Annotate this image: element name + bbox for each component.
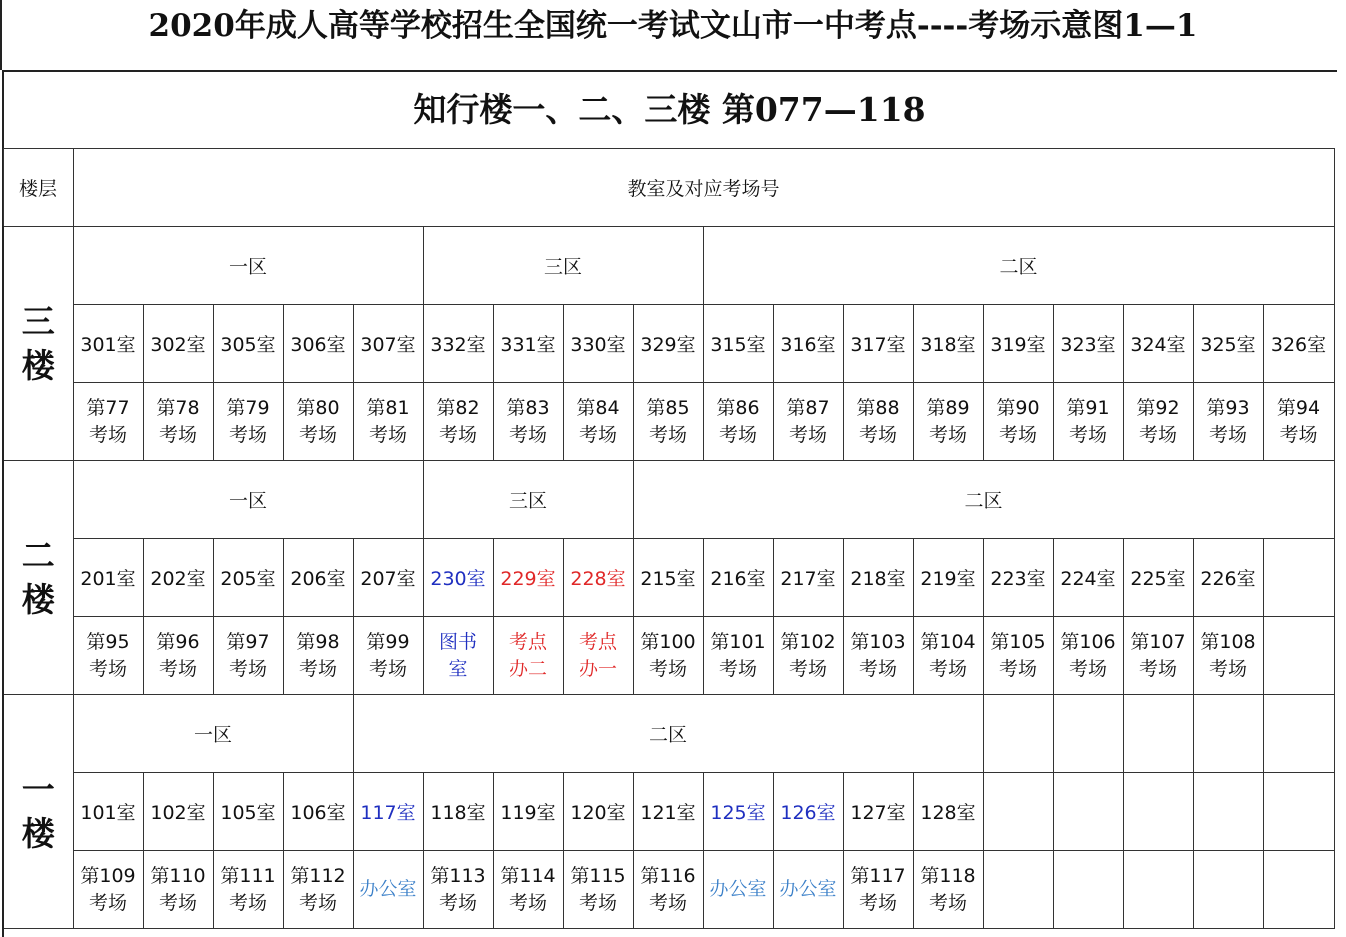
floor-1-zone-2: 二区: [353, 695, 983, 773]
exam-line-2: 室: [448, 657, 468, 680]
floor-2-label: [3, 461, 73, 695]
room-cell: 301室: [73, 305, 143, 383]
floor-2-char-1: 二: [21, 535, 55, 575]
exam-line-2: 考场: [858, 891, 897, 914]
empty-cell: [1263, 851, 1334, 929]
exam-line-1: 第106: [1060, 630, 1116, 653]
exam-cell: [703, 383, 773, 461]
exam-cell: [1193, 617, 1263, 695]
exam-line-2: 考场: [998, 423, 1037, 446]
empty-cell: [1053, 851, 1123, 929]
exam-line-1: 第87: [786, 396, 830, 419]
exam-line-2: 考场: [88, 657, 127, 680]
exam-cell: [843, 383, 913, 461]
exam-cell: [913, 617, 983, 695]
room-cell: 207室: [353, 539, 423, 617]
floor-2-zone-3: 三区: [423, 461, 633, 539]
exam-line-2: 考场: [648, 891, 687, 914]
exam-line-1: 第79: [226, 396, 270, 419]
exam-line-2: 考场: [858, 657, 897, 680]
exam-cell: [423, 383, 493, 461]
floor-2-char-2: 楼: [21, 579, 55, 619]
exam-line-1: 图书: [438, 630, 477, 653]
exam-line-2: 考场: [228, 657, 267, 680]
empty-cell: [983, 851, 1053, 929]
room-cell: 127室: [843, 773, 913, 851]
exam-cell: [563, 617, 633, 695]
room-cell: 316室: [773, 305, 843, 383]
exam-line-1: 第105: [990, 630, 1046, 653]
exam-line-1: 第96: [156, 630, 200, 653]
exam-cell: [143, 383, 213, 461]
exam-cell: [73, 617, 143, 695]
exam-line-2: 考场: [368, 657, 407, 680]
room-cell: 126室: [773, 773, 843, 851]
room-cell: 324室: [1123, 305, 1193, 383]
room-cell: 218室: [843, 539, 913, 617]
exam-line-2: 考场: [1208, 657, 1247, 680]
exam-line-1: 第102: [780, 630, 836, 653]
exam-line-2: 考场: [648, 423, 687, 446]
exam-line-1: 办公室: [779, 878, 837, 900]
exam-cell: [633, 617, 703, 695]
room-cell: 228室: [563, 539, 633, 617]
exam-line-1: 第91: [1066, 396, 1110, 419]
empty-cell: [983, 773, 1053, 851]
exam-line-2: 考场: [88, 423, 127, 446]
exam-line-1: 第113: [430, 864, 486, 887]
exam-line-1: 第77: [86, 396, 130, 419]
exam-line-2: 考场: [438, 423, 477, 446]
exam-line-2: 考场: [1138, 423, 1177, 446]
exam-cell: [633, 383, 703, 461]
empty-cell: [1263, 539, 1334, 617]
exam-line-1: 第97: [226, 630, 270, 653]
exam-line-2: 考场: [858, 423, 897, 446]
room-cell: 305室: [213, 305, 283, 383]
empty-cell: [1193, 851, 1263, 929]
exam-line-2: 考场: [928, 423, 967, 446]
room-cell: 105室: [213, 773, 283, 851]
floor-3-zone-row: [3, 227, 1334, 305]
empty-cell: [1193, 695, 1263, 773]
exam-cell: [913, 383, 983, 461]
exam-line-1: 第82: [436, 396, 480, 419]
exam-line-2: 考场: [788, 657, 827, 680]
exam-line-1: 第92: [1136, 396, 1180, 419]
room-cell: 202室: [143, 539, 213, 617]
exam-cell: [353, 383, 423, 461]
exam-cell: [1053, 383, 1123, 461]
room-cell: 319室: [983, 305, 1053, 383]
floor-1-zone-1: 一区: [73, 695, 353, 773]
room-cell: 306室: [283, 305, 353, 383]
exam-line-1: 第95: [86, 630, 130, 653]
exam-line-2: 考场: [298, 657, 337, 680]
floor-1-char-2: 楼: [21, 813, 55, 853]
rooms-header: 教室及对应考场号: [73, 149, 1334, 227]
exam-line-2: 考场: [298, 891, 337, 914]
exam-cell: [493, 851, 563, 929]
room-cell: 329室: [633, 305, 703, 383]
exam-line-1: 第85: [646, 396, 690, 419]
exam-cell: [423, 617, 493, 695]
exam-cell: [773, 851, 843, 929]
exam-cell: [843, 851, 913, 929]
exam-line-2: 考场: [648, 657, 687, 680]
floor-1-zone-row: [3, 695, 1334, 773]
exam-line-2: 考场: [158, 891, 197, 914]
floor-2-exams-row: [3, 617, 1334, 695]
exam-cell: [773, 617, 843, 695]
exam-line-2: 考场: [1068, 423, 1107, 446]
room-cell: 215室: [633, 539, 703, 617]
empty-cell: [1263, 773, 1334, 851]
exam-line-1: 第98: [296, 630, 340, 653]
exam-line-2: 考场: [158, 657, 197, 680]
empty-cell: [983, 695, 1053, 773]
empty-cell: [1053, 773, 1123, 851]
exam-line-1: 第99: [366, 630, 410, 653]
floor-3-zone-2: 二区: [703, 227, 1334, 305]
exam-line-2: 考场: [508, 423, 547, 446]
exam-cell: [353, 851, 423, 929]
exam-cell: [143, 617, 213, 695]
exam-line-1: 办公室: [359, 878, 417, 900]
exam-line-1: 第118: [920, 864, 976, 887]
exam-line-2: 考场: [718, 657, 757, 680]
exam-cell: [73, 851, 143, 929]
exam-line-2: 考场: [298, 423, 337, 446]
floor-1-char-1: 一: [21, 769, 55, 809]
room-cell: 201室: [73, 539, 143, 617]
room-cell: 332室: [423, 305, 493, 383]
room-cell: 230室: [423, 539, 493, 617]
room-cell: 225室: [1123, 539, 1193, 617]
room-cell: 217室: [773, 539, 843, 617]
exam-line-2: 考场: [1138, 657, 1177, 680]
exam-cell: [283, 851, 353, 929]
exam-cell: [213, 851, 283, 929]
exam-cell: [423, 851, 493, 929]
page-title: 2020年成人高等学校招生全国统一考试文山市一中考点----考场示意图1—1: [148, 8, 1198, 44]
room-cell: 326室: [1263, 305, 1334, 383]
exam-line-2: 办二: [508, 657, 547, 680]
exam-cell: [73, 383, 143, 461]
exam-cell: [773, 383, 843, 461]
exam-line-1: 第107: [1130, 630, 1186, 653]
exam-line-1: 第115: [570, 864, 626, 887]
room-cell: 325室: [1193, 305, 1263, 383]
exam-line-1: 第100: [640, 630, 696, 653]
exam-line-2: 考场: [1068, 657, 1107, 680]
exam-line-1: 第110: [150, 864, 206, 887]
floor-3-char-1: 三: [21, 301, 55, 341]
exam-cell: [1123, 383, 1193, 461]
exam-line-1: 第108: [1200, 630, 1256, 653]
exam-cell: [633, 851, 703, 929]
room-cell: 224室: [1053, 539, 1123, 617]
exam-room-table: [2, 148, 1335, 929]
floor-2-rooms-row: [3, 539, 1334, 617]
room-cell: 223室: [983, 539, 1053, 617]
exam-line-2: 考场: [88, 891, 127, 914]
exam-line-1: 第94: [1276, 396, 1321, 419]
exam-line-1: 第101: [710, 630, 766, 653]
room-cell: 318室: [913, 305, 983, 383]
exam-line-2: 考场: [158, 423, 197, 446]
room-cell: 226室: [1193, 539, 1263, 617]
room-cell: 117室: [353, 773, 423, 851]
exam-line-1: 第112: [290, 864, 346, 887]
exam-cell: [563, 383, 633, 461]
exam-cell: [493, 383, 563, 461]
building-subtitle: 知行楼一、二、三楼 第077—118: [413, 90, 926, 129]
exam-line-1: 第114: [500, 864, 556, 887]
empty-cell: [1123, 773, 1193, 851]
exam-cell: [213, 383, 283, 461]
exam-line-2: 考场: [228, 891, 267, 914]
exam-line-2: 考场: [578, 891, 617, 914]
exam-line-2: 考场: [228, 423, 267, 446]
room-cell: 331室: [493, 305, 563, 383]
exam-cell: [283, 383, 353, 461]
exam-line-1: 第83: [506, 396, 550, 419]
empty-cell: [1053, 695, 1123, 773]
exam-line-1: 第86: [716, 396, 760, 419]
exam-line-1: 第116: [640, 864, 696, 887]
floor-2-zone-row: [3, 461, 1334, 539]
exam-cell: [143, 851, 213, 929]
exam-line-1: 第84: [576, 396, 620, 419]
room-cell: 307室: [353, 305, 423, 383]
room-cell: 102室: [143, 773, 213, 851]
exam-cell: [913, 851, 983, 929]
empty-cell: [1123, 851, 1193, 929]
floor-3-label: [3, 227, 73, 461]
exam-line-1: 第109: [80, 864, 136, 887]
floor-3-rooms-row: [3, 305, 1334, 383]
exam-line-2: 考场: [1279, 423, 1318, 446]
empty-cell: [1193, 773, 1263, 851]
exam-line-1: 第93: [1206, 396, 1250, 419]
exam-cell: [703, 617, 773, 695]
exam-cell: [1123, 617, 1193, 695]
exam-line-2: 考场: [508, 891, 547, 914]
room-cell: 330室: [563, 305, 633, 383]
exam-line-2: 考场: [438, 891, 477, 914]
exam-cell: [213, 617, 283, 695]
room-cell: 119室: [493, 773, 563, 851]
floor-1-rooms-row: [3, 773, 1334, 851]
exam-cell: [703, 851, 773, 929]
floor-3-char-2: 楼: [21, 345, 55, 385]
exam-cell: [983, 383, 1053, 461]
room-cell: 216室: [703, 539, 773, 617]
exam-cell: [1053, 617, 1123, 695]
room-cell: 128室: [913, 773, 983, 851]
exam-line-1: 第103: [850, 630, 906, 653]
exam-line-1: 考点: [578, 630, 617, 653]
exam-line-2: 考场: [788, 423, 827, 446]
exam-line-1: 第81: [366, 396, 410, 419]
exam-line-1: 第80: [296, 396, 340, 419]
exam-line-1: 第88: [856, 396, 900, 419]
header-row: [3, 149, 1334, 227]
room-cell: 205室: [213, 539, 283, 617]
exam-cell: [353, 617, 423, 695]
room-cell: 229室: [493, 539, 563, 617]
floor-2-zone-2: 二区: [633, 461, 1334, 539]
empty-cell: [1263, 617, 1334, 695]
exam-line-1: 考点: [508, 630, 547, 653]
exam-line-2: 办一: [578, 657, 617, 680]
exam-line-1: 第104: [920, 630, 976, 653]
exam-cell: [283, 617, 353, 695]
exam-line-1: 第90: [996, 396, 1040, 419]
room-cell: 315室: [703, 305, 773, 383]
exam-line-2: 考场: [718, 423, 757, 446]
exam-cell: [563, 851, 633, 929]
exam-line-2: 考场: [998, 657, 1037, 680]
room-cell: 118室: [423, 773, 493, 851]
floor-1-label: [3, 695, 73, 929]
exam-cell: [843, 617, 913, 695]
room-cell: 106室: [283, 773, 353, 851]
exam-cell: [493, 617, 563, 695]
room-cell: 323室: [1053, 305, 1123, 383]
room-cell: 317室: [843, 305, 913, 383]
exam-line-1: 第78: [156, 396, 200, 419]
exam-line-2: 考场: [928, 657, 967, 680]
floor-3-zone-1: 一区: [73, 227, 423, 305]
exam-line-2: 考场: [368, 423, 407, 446]
room-cell: 219室: [913, 539, 983, 617]
room-cell: 101室: [73, 773, 143, 851]
exam-line-2: 考场: [1208, 423, 1247, 446]
exam-cell: [1263, 383, 1334, 461]
floor-2-zone-1: 一区: [73, 461, 423, 539]
exam-line-1: 第117: [850, 864, 906, 887]
left-border: [0, 0, 2, 70]
exam-line-1: 第111: [220, 864, 276, 887]
empty-cell: [1123, 695, 1193, 773]
exam-line-2: 考场: [578, 423, 617, 446]
room-cell: 121室: [633, 773, 703, 851]
exam-line-1: 办公室: [709, 878, 767, 900]
exam-cell: [983, 617, 1053, 695]
exam-cell: [1193, 383, 1263, 461]
floor-header: 楼层: [3, 149, 73, 227]
floor-3-exams-row: [3, 383, 1334, 461]
exam-line-1: 第89: [926, 396, 970, 419]
empty-cell: [1263, 695, 1334, 773]
exam-line-2: 考场: [928, 891, 967, 914]
room-cell: 302室: [143, 305, 213, 383]
floor-3-zone-3: 三区: [423, 227, 703, 305]
room-cell: 125室: [703, 773, 773, 851]
room-cell: 120室: [563, 773, 633, 851]
floor-1-exams-row: [3, 851, 1334, 929]
room-cell: 206室: [283, 539, 353, 617]
